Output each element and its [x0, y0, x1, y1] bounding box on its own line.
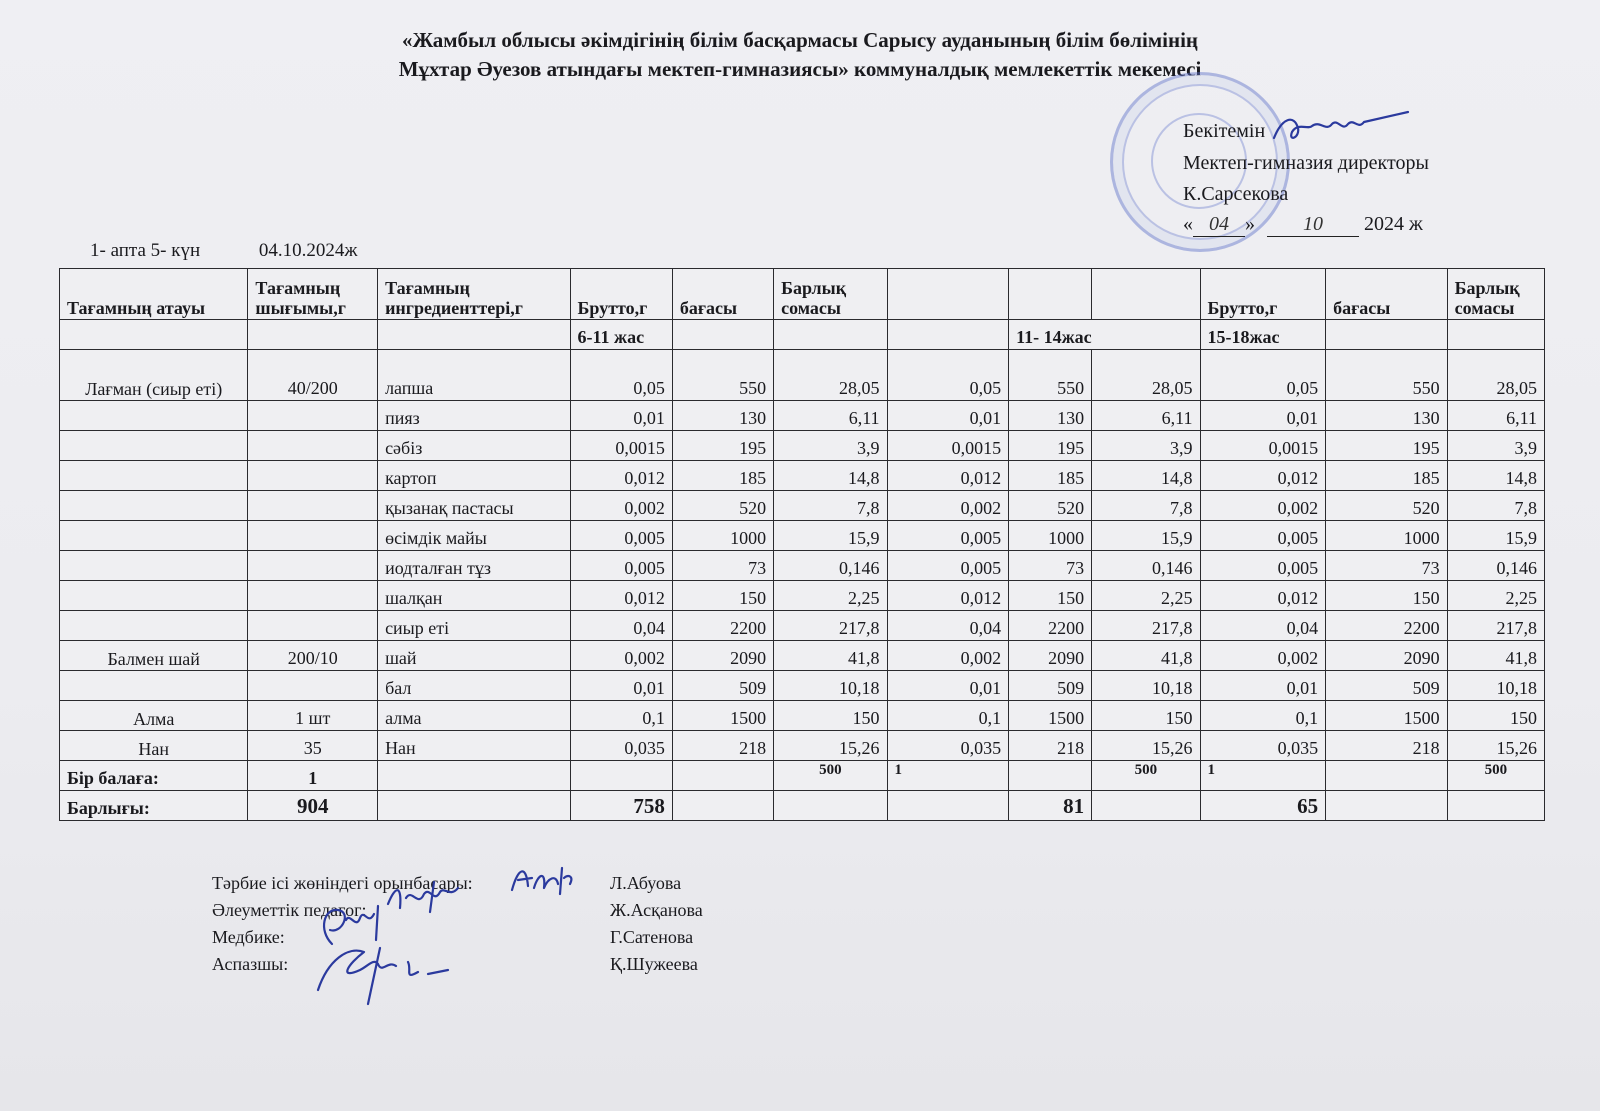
table-cell: [60, 671, 248, 701]
table-cell: 550: [1009, 350, 1092, 401]
table-cell: 0,005: [887, 521, 1009, 551]
table-cell: өсімдік майы: [378, 521, 570, 551]
table-cell: 150: [1326, 581, 1448, 611]
table-cell: иодталған тұз: [378, 551, 570, 581]
table-cell: 520: [1326, 491, 1448, 521]
table-cell: 150: [774, 701, 887, 731]
table-cell: 185: [1009, 461, 1092, 491]
table-cell: 6,11: [1092, 401, 1200, 431]
table-cell: 2,25: [1447, 581, 1544, 611]
age-group-label: 15-18жас: [1200, 320, 1326, 350]
signatory-role: Аспазшы:: [212, 954, 289, 974]
table-cell: 65: [1200, 791, 1326, 821]
table-cell: 0,005: [1200, 521, 1326, 551]
table-cell: 217,8: [1447, 611, 1544, 641]
table-cell: 0,05: [887, 350, 1009, 401]
table-cell: 0,0015: [887, 431, 1009, 461]
table-cell: 0,01: [570, 671, 672, 701]
table-cell: [60, 611, 248, 641]
table-cell: [248, 671, 378, 701]
table-cell: [1092, 791, 1200, 821]
table-cell: 150: [1009, 581, 1092, 611]
column-header: Барлық сомасы: [1447, 269, 1544, 320]
table-row: [60, 611, 1545, 641]
table-cell: [672, 791, 773, 821]
table-cell: [1447, 791, 1544, 821]
table-cell: 73: [1009, 551, 1092, 581]
table-row: [60, 461, 1545, 491]
signatory-name: Г.Сатенова: [610, 927, 694, 947]
table-cell: 150: [1092, 701, 1200, 731]
table-cell: 10,18: [774, 671, 887, 701]
table-cell: 14,8: [774, 461, 887, 491]
table-cell: 1 шт: [248, 701, 378, 731]
table-cell: [60, 401, 248, 431]
table-cell: 0,0015: [570, 431, 672, 461]
table-cell: 3,9: [1447, 431, 1544, 461]
table-cell: 0,1: [887, 701, 1009, 731]
table-cell: 185: [672, 461, 773, 491]
table-cell: 195: [1326, 431, 1448, 461]
table-cell: [570, 761, 672, 791]
table-cell: 7,8: [774, 491, 887, 521]
table-cell: 0,002: [570, 641, 672, 671]
table-cell: 6,11: [1447, 401, 1544, 431]
table-cell: 0,0015: [1200, 431, 1326, 461]
table-cell: қызанақ пастасы: [378, 491, 570, 521]
table-cell: шай: [378, 641, 570, 671]
table-cell: 2,25: [774, 581, 887, 611]
table-cell: 195: [672, 431, 773, 461]
approval-year: 2024 ж: [1364, 213, 1423, 235]
menu-table: [59, 268, 1545, 821]
table-cell: 520: [672, 491, 773, 521]
table-row: [60, 701, 1545, 731]
table-row: [60, 350, 1545, 401]
table-cell: 73: [1326, 551, 1448, 581]
table-cell: Нан: [60, 731, 248, 761]
table-cell: 0,002: [1200, 641, 1326, 671]
table-cell: 195: [1009, 431, 1092, 461]
table-cell: [672, 761, 773, 791]
table-row: [60, 671, 1545, 701]
table-cell: 0,146: [1092, 551, 1200, 581]
table-cell: 14,8: [1447, 461, 1544, 491]
age-group-label: 11- 14жас: [1009, 320, 1200, 350]
table-cell: 41,8: [774, 641, 887, 671]
total-row: [60, 791, 1545, 821]
table-row: [60, 641, 1545, 671]
column-header: Тағамның шығымы,г: [248, 269, 378, 320]
table-cell: 185: [1326, 461, 1448, 491]
table-cell: 28,05: [1092, 350, 1200, 401]
table-cell: алма: [378, 701, 570, 731]
table-cell: шалқан: [378, 581, 570, 611]
signatory-name: Л.Абуова: [610, 873, 682, 893]
table-cell: [60, 521, 248, 551]
table-cell: лапша: [378, 350, 570, 401]
table-cell: 130: [672, 401, 773, 431]
approval-date-open: «: [1183, 213, 1193, 235]
table-cell: 218: [672, 731, 773, 761]
table-cell: [248, 401, 378, 431]
table-cell: 15,9: [1092, 521, 1200, 551]
table-cell: 2090: [1009, 641, 1092, 671]
table-cell: 15,26: [774, 731, 887, 761]
table-cell: 520: [1009, 491, 1092, 521]
table-cell: 6,11: [774, 401, 887, 431]
table-row: [60, 581, 1545, 611]
signatory-name: Ж.Асқанова: [610, 900, 703, 920]
table-cell: 7,8: [1092, 491, 1200, 521]
table-row: [60, 431, 1545, 461]
table-cell: [1009, 761, 1092, 791]
table-cell: [248, 491, 378, 521]
table-cell: 28,05: [774, 350, 887, 401]
per-child-label: Бір балаға:: [60, 761, 248, 791]
approval-label: Бекітемін: [1183, 120, 1266, 142]
table-cell: 7,8: [1447, 491, 1544, 521]
table-cell: 0,012: [1200, 581, 1326, 611]
table-cell: Алма: [60, 701, 248, 731]
age-group-row: [60, 320, 1545, 350]
table-cell: 0,012: [887, 461, 1009, 491]
signatory-role: Әлеуметтік педагог:: [212, 900, 367, 920]
table-cell: 0,002: [887, 641, 1009, 671]
approval-month: 10: [1267, 213, 1359, 237]
table-cell: 150: [1447, 701, 1544, 731]
table-cell: 15,26: [1447, 731, 1544, 761]
table-cell: 10,18: [1092, 671, 1200, 701]
table-cell: 3,9: [774, 431, 887, 461]
table-cell: [378, 761, 570, 791]
approval-position: Мектеп-гимназия директоры: [1183, 152, 1429, 174]
table-cell: 0,01: [1200, 401, 1326, 431]
table-cell: 0,005: [1200, 551, 1326, 581]
table-cell: Балмен шай: [60, 641, 248, 671]
table-cell: 2090: [1326, 641, 1448, 671]
table-cell: 0,04: [887, 611, 1009, 641]
signatory-role: Тәрбие ісі жөніндегі орынбасары:: [212, 873, 473, 893]
table-cell: [60, 581, 248, 611]
table-cell: 550: [672, 350, 773, 401]
table-cell: 1: [1200, 761, 1326, 791]
column-header: [1009, 269, 1092, 320]
table-cell: 500: [774, 761, 887, 791]
table-cell: 0,05: [570, 350, 672, 401]
table-cell: [774, 791, 887, 821]
table-cell: 1: [887, 761, 1009, 791]
table-cell: [60, 461, 248, 491]
table-cell: 217,8: [774, 611, 887, 641]
table-cell: 0,002: [570, 491, 672, 521]
table-cell: 41,8: [1092, 641, 1200, 671]
table-cell: 500: [1092, 761, 1200, 791]
table-cell: 0,012: [1200, 461, 1326, 491]
column-header: [1092, 269, 1200, 320]
table-row: [60, 731, 1545, 761]
table-cell: 130: [1326, 401, 1448, 431]
table-cell: 1000: [672, 521, 773, 551]
table-cell: 1: [248, 761, 378, 791]
table-cell: 0,04: [570, 611, 672, 641]
table-cell: 150: [672, 581, 773, 611]
table-cell: 14,8: [1092, 461, 1200, 491]
table-cell: 217,8: [1092, 611, 1200, 641]
table-cell: 2090: [672, 641, 773, 671]
table-cell: 218: [1009, 731, 1092, 761]
approval-date: [1183, 213, 1423, 237]
table-row: [60, 491, 1545, 521]
age-group-label: 6-11 жас: [570, 320, 672, 350]
table-cell: 758: [570, 791, 672, 821]
table-cell: пияз: [378, 401, 570, 431]
table-row: [60, 521, 1545, 551]
table-cell: [1326, 761, 1448, 791]
table-cell: 0,012: [570, 461, 672, 491]
table-cell: 0,005: [570, 521, 672, 551]
table-cell: 0,146: [774, 551, 887, 581]
column-header: Брутто,г: [1200, 269, 1326, 320]
menu-date: 04.10.2024ж: [258, 240, 358, 261]
table-cell: 2,25: [1092, 581, 1200, 611]
column-header: Брутто,г: [570, 269, 672, 320]
table-cell: 0,05: [1200, 350, 1326, 401]
table-cell: 10,18: [1447, 671, 1544, 701]
table-cell: [1326, 791, 1448, 821]
approval-day: 04: [1193, 213, 1245, 237]
table-cell: 0,012: [887, 581, 1009, 611]
social-pedagogue-signature: [384, 878, 464, 918]
table-cell: 40/200: [248, 350, 378, 401]
table-cell: 1000: [1326, 521, 1448, 551]
table-cell: 0,01: [887, 401, 1009, 431]
table-cell: 15,9: [1447, 521, 1544, 551]
table-cell: 3,9: [1092, 431, 1200, 461]
table-cell: 550: [1326, 350, 1448, 401]
table-cell: 2200: [672, 611, 773, 641]
table-cell: 0,1: [1200, 701, 1326, 731]
table-cell: 0,01: [570, 401, 672, 431]
table-cell: 0,1: [570, 701, 672, 731]
table-cell: 0,146: [1447, 551, 1544, 581]
table-cell: [248, 521, 378, 551]
table-cell: Нан: [378, 731, 570, 761]
table-cell: [60, 431, 248, 461]
column-header: Тағамның атауы: [60, 269, 248, 320]
table-cell: 0,04: [1200, 611, 1326, 641]
table-cell: 2200: [1326, 611, 1448, 641]
table-cell: 509: [672, 671, 773, 701]
table-cell: 73: [672, 551, 773, 581]
table-cell: Лағман (сиыр еті): [60, 350, 248, 401]
table-cell: 28,05: [1447, 350, 1544, 401]
table-cell: 904: [248, 791, 378, 821]
table-cell: 0,005: [887, 551, 1009, 581]
per-child-row: [60, 761, 1545, 791]
table-cell: [248, 551, 378, 581]
cook-signature: [308, 940, 458, 1010]
org-title-line1: «Жамбыл облысы әкімдігінің білім басқармасы Сарысу ауданының білім бөлімінің: [401, 28, 1199, 52]
table-cell: 1000: [1009, 521, 1092, 551]
table-cell: [378, 791, 570, 821]
table-cell: 509: [1326, 671, 1448, 701]
org-title-line2: Мұхтар Әуезов атындағы мектеп-гимназиясы» коммуналдық мемлекеттік мекемесі: [398, 57, 1202, 81]
table-cell: 35: [248, 731, 378, 761]
total-label: Барлығы:: [60, 791, 248, 821]
table-cell: 1500: [1326, 701, 1448, 731]
table-cell: 509: [1009, 671, 1092, 701]
table-cell: [248, 461, 378, 491]
signatory-name: Қ.Шужеева: [610, 954, 698, 974]
column-header: [887, 269, 1009, 320]
column-header: бағасы: [672, 269, 773, 320]
table-cell: 500: [1447, 761, 1544, 791]
table-row: [60, 401, 1545, 431]
table-cell: 0,035: [887, 731, 1009, 761]
column-header: бағасы: [1326, 269, 1448, 320]
column-header: Барлық сомасы: [774, 269, 887, 320]
table-cell: 0,035: [570, 731, 672, 761]
table-cell: сәбіз: [378, 431, 570, 461]
table-cell: 1500: [672, 701, 773, 731]
table-cell: сиыр еті: [378, 611, 570, 641]
day-info: [90, 240, 358, 262]
table-cell: 0,002: [1200, 491, 1326, 521]
table-cell: 15,9: [774, 521, 887, 551]
table-cell: 0,005: [570, 551, 672, 581]
table-cell: 81: [1009, 791, 1092, 821]
table-cell: 130: [1009, 401, 1092, 431]
table-cell: [248, 581, 378, 611]
column-header: Тағамның ингредиенттері,г: [378, 269, 570, 320]
approval-date-mid: »: [1245, 213, 1255, 235]
approval-name: К.Сарсекова: [1183, 183, 1289, 205]
table-cell: [60, 551, 248, 581]
table-cell: бал: [378, 671, 570, 701]
table-cell: 218: [1326, 731, 1448, 761]
table-cell: 200/10: [248, 641, 378, 671]
week-day: 1- апта 5- күн: [90, 240, 201, 261]
table-cell: 0,035: [1200, 731, 1326, 761]
director-signature: [1268, 108, 1418, 152]
table-cell: 0,002: [887, 491, 1009, 521]
table-cell: 0,01: [887, 671, 1009, 701]
table-cell: 15,26: [1092, 731, 1200, 761]
table-cell: [248, 611, 378, 641]
table-cell: [248, 431, 378, 461]
table-cell: 0,012: [570, 581, 672, 611]
deputy-signature: [508, 860, 578, 900]
table-header-row: [60, 269, 1545, 320]
table-cell: [887, 791, 1009, 821]
table-cell: 41,8: [1447, 641, 1544, 671]
table-cell: картоп: [378, 461, 570, 491]
table-cell: 0,01: [1200, 671, 1326, 701]
table-cell: 2200: [1009, 611, 1092, 641]
table-cell: 1500: [1009, 701, 1092, 731]
table-cell: [60, 491, 248, 521]
table-row: [60, 551, 1545, 581]
signatory-role: Медбике:: [212, 927, 285, 947]
